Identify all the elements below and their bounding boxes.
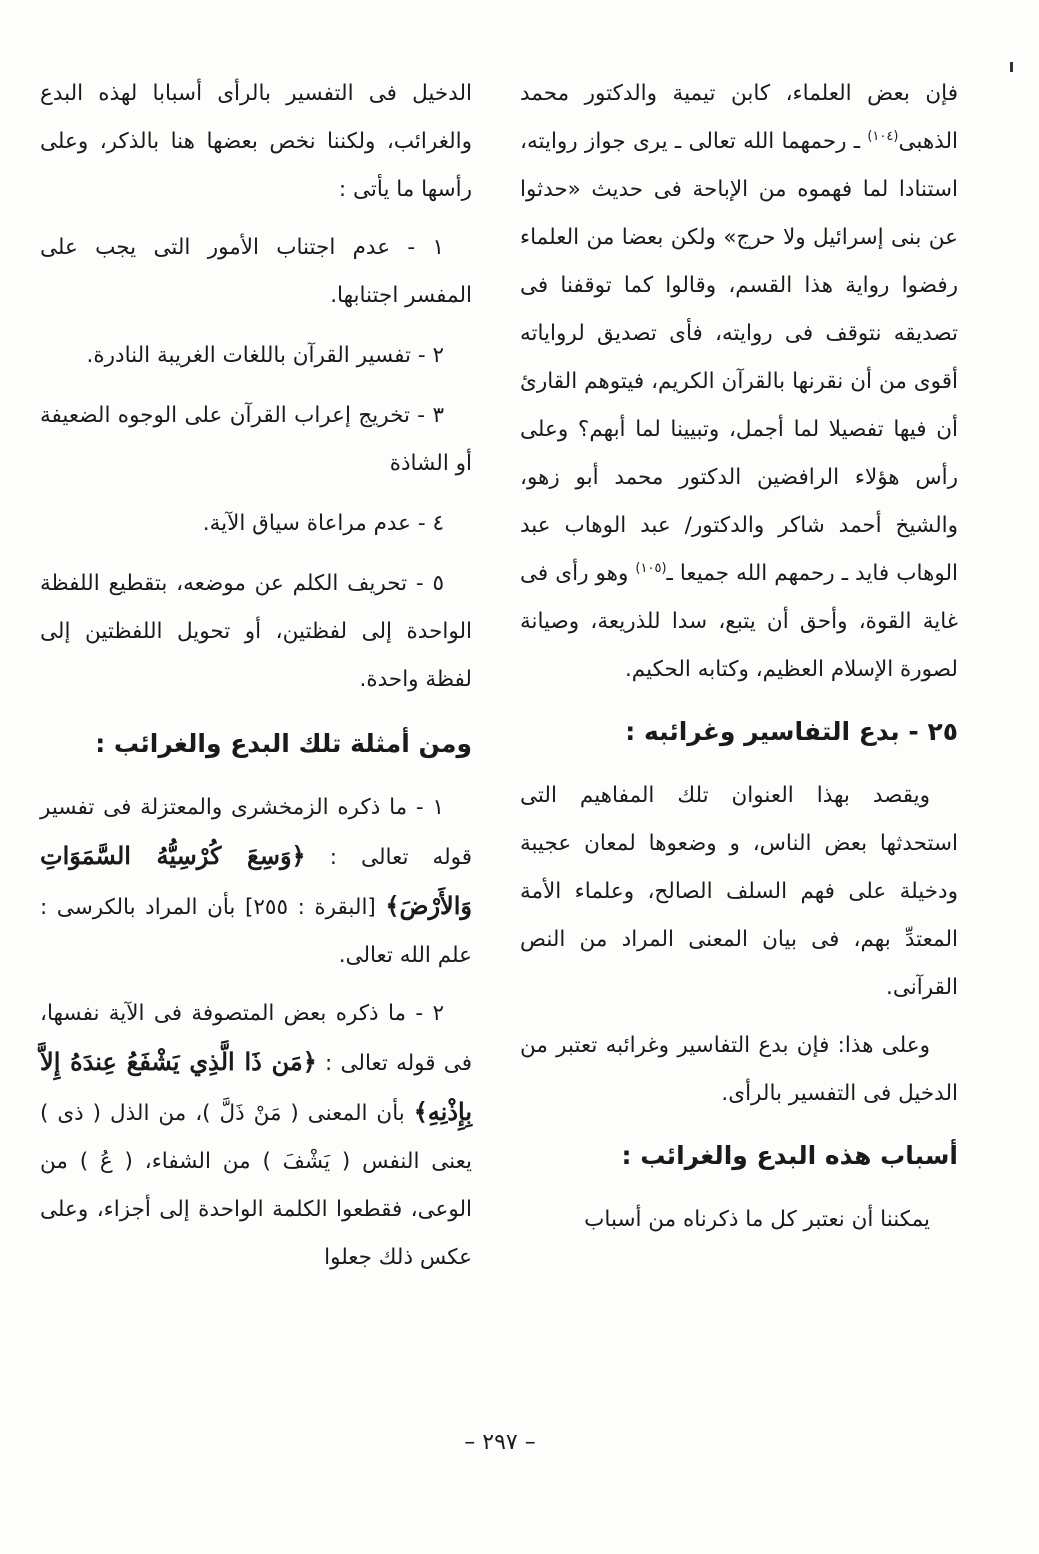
footnote-ref[interactable]: (١٠٤) <box>867 128 899 144</box>
paragraph-text: بأن المعنى ( مَنْ ذَلَّ )، من الذل ( ذى ) يعنى النفس ( يَشْفَ ) من الشفاء، ( عُ ) من الوعى، فقطعوا الكلمة الواحدة إلى أجزاء، وعلى عكس ذلك جعلوا <box>40 1101 472 1270</box>
list-item: ٢ - تفسير القرآن باللغات الغريبة النادرة. <box>86 343 444 368</box>
left-column <box>40 70 472 1292</box>
paragraph: يمكننا أن نعتبر كل ما ذكرناه من أسباب <box>584 1207 930 1232</box>
paragraph: ويقصد بهذا العنوان تلك المفاهيم التى استحدثها بعض الناس، و وضعوها لمعان عجيبة ودخيلة على فهم السلف الصالح، وعلماء الأمة المعتدِّ بهم، فى بيان المعنى المراد من النص القرآنى. <box>520 783 958 1000</box>
section-heading: ٢٥ - بدع التفاسير وغرائبه : <box>625 717 958 746</box>
quran-verse: ﴿وَسِعَ كُرْسِيُّهُ السَّمَوَاتِ وَالأَرْضَ﴾ <box>40 841 472 920</box>
paragraph-text: وهو رأى فى غاية القوة، وأحق أن يتبع، سدا للذريعة، وصيانة لصورة الإسلام العظيم، وكتابه الحكيم. <box>520 561 958 682</box>
footnote-ref[interactable]: (١٠٥) <box>635 560 667 576</box>
paragraph-text: ٢ - ما ذكره بعض المتصوفة فى الآية نفسها، فى قوله تعالى : <box>40 1001 472 1076</box>
section-heading: أسباب هذه البدع والغرائب : <box>621 1141 958 1170</box>
page-number: – ٢٩٧ – <box>464 1430 536 1455</box>
list-item: ٥ - تحريف الكلم عن موضعه، بتقطيع اللفظة الواحدة إلى لفظتين، أو تحويل اللفظتين إلى لفظة واحدة. <box>40 571 472 692</box>
section-heading: ومن أمثلة تلك البدع والغرائب : <box>95 729 472 758</box>
paragraph-text: فإن بعض العلماء، كابن تيمية والدكتور محمد الذهبى <box>520 81 958 154</box>
list-item: ٤ - عدم مراعاة سياق الآية. <box>202 511 444 536</box>
paragraph: وعلى هذا: فإن بدع التفاسير وغرائبه تعتبر من الدخيل فى التفسير بالرأى. <box>520 1033 958 1106</box>
list-item: ٣ - تخريج إعراب القرآن على الوجوه الضعيفة أو الشاذة <box>40 403 472 476</box>
right-column <box>520 70 958 1254</box>
margin-mark <box>1010 62 1013 72</box>
list-item: ١ - عدم اجتناب الأمور التى يجب على المفسر اجتنابها. <box>40 235 472 308</box>
paragraph-text: [البقرة : ٢٥٥] بأن المراد بالكرسى : علم الله تعالى. <box>40 895 472 968</box>
paragraph-text: ـ رحمهما الله تعالى ـ يرى جواز روايته، استنادا لما فهموه من الإباحة فى حديث «حدثوا عن بنى إسرائيل ولا حرج» ولكن بعضا من العلماء رفضوا رواية هذا القسم، وقالوا كما توقفنا فى تصديقه نتوقف فى روايته، فأى تصديق لرواياته أقوى من أن نقرنها بالقرآن الكريم، فيتوهم القارئ أن فيها تفصيلا لما أجمل، وتبيينا لما أبهم؟ وعلى رأس هؤلاء الرافضين الدكتور محمد أبو زهو، والشيخ أحمد شاكر والدكتور/ عبد الوهاب عبد الوهاب فايد ـ رحمهم الله جميعا ـ <box>520 129 958 586</box>
paragraph: الدخيل فى التفسير بالرأى أسبابا لهذه البدع والغرائب، ولكننا نخص بعضها هنا بالذكر، وعلى رأسها ما يأتى : <box>40 81 472 202</box>
example-paragraph <box>40 784 472 980</box>
quran-verse: ﴿مَن ذَا الَّذِي يَشْفَعُ عِندَهُ إِلاَّ بِإِذْنِهِ﴾ <box>40 1047 472 1126</box>
paragraph <box>520 70 958 694</box>
example-paragraph <box>40 990 472 1282</box>
paragraph-text: ١ - ما ذكره الزمخشرى والمعتزلة فى تفسير قوله تعالى : <box>40 795 473 870</box>
